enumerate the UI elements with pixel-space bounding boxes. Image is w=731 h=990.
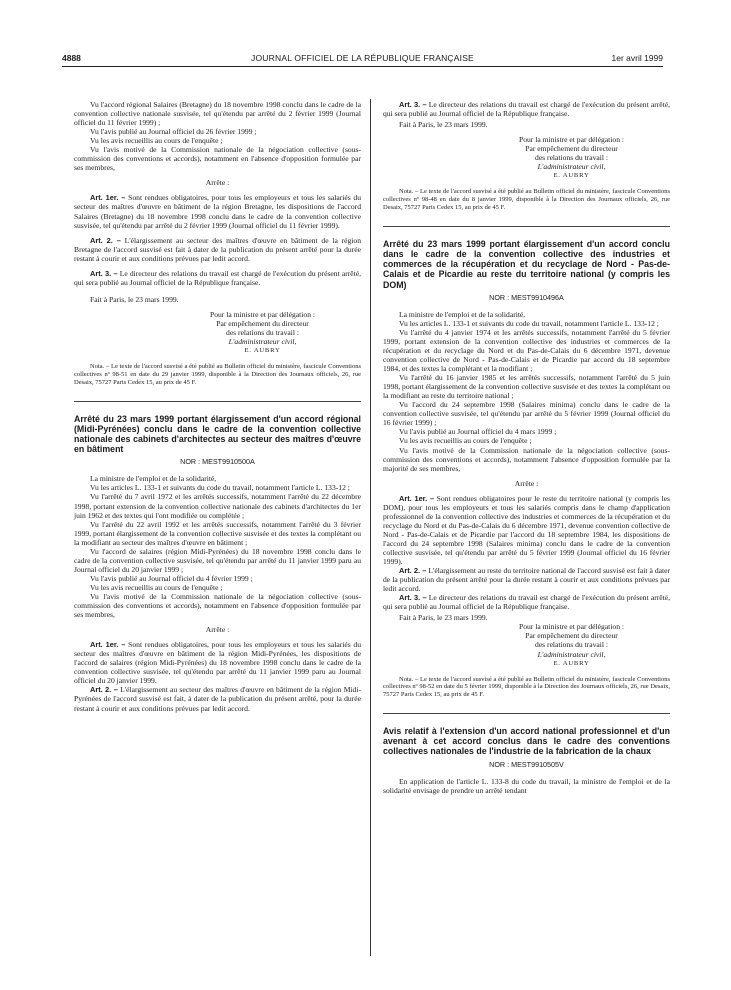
- signature-line: Par empêchement du directeur: [525, 144, 618, 154]
- right-column: [383, 100, 670, 795]
- section-rule: [383, 713, 670, 714]
- signing-place-date: Fait à Paris, le 23 mars 1999.: [399, 613, 488, 623]
- article: [74, 236, 361, 263]
- arrete-label: Arrête :: [205, 178, 230, 188]
- arrete-label: Arrête :: [205, 625, 230, 635]
- paragraph: En application de l'article L. 133-8 du code du travail, la ministre de l'emploi et de la solidarité envisage de prendre un arrêté tendant: [383, 776, 670, 795]
- signature-line: Par empêchement du directeur: [525, 631, 618, 641]
- article: [383, 100, 670, 118]
- paragraph: Vu l'avis motivé de la Commission nationale de la négociation collective (sous-commission des conventions et accords), notamment en l'absence d'opposition formulée par ses membres,: [74, 591, 361, 620]
- article: [383, 494, 670, 566]
- article-label: Art. 3. –: [399, 593, 427, 603]
- paragraph: Vu l'arrêté du 4 janvier 1974 et les arrêtés successifs, notamment l'arrêté du 5 février 1999, portant extension de la convention collective des industries et commerces de la récupération et du recyclage du Nord et du Pas-de-Calais du 6 décembre 1971, devenue convention collective de Nord - Pas-de-Calais et de Picardie par accord du 18 septembre 1984, et des textes la complétant et la modifiant ;: [383, 327, 670, 374]
- left-column: [74, 100, 361, 713]
- article-text: L'élargissement au secteur des maîtres d'œuvre en bâtiment de la région Bretagne de l'accord susvisé est fait à dater de la publication du présent arrêté pour la durée restant à courir et aux conditions prévues par ledit accord.: [74, 235, 362, 263]
- section-title: Arrêté du 23 mars 1999 portant élargissement d'un accord régional (Midi-Pyrénées) conclu dans le cadre de la convention collective nationale des cabinets d'architectes au secteur des maîtres d'œuvre en bâtiment: [74, 413, 361, 455]
- paragraph: Vu les avis recueillis au cours de l'enquête ;: [90, 136, 223, 146]
- section-rule: [74, 401, 361, 402]
- signature-line: L'administrateur civil,: [228, 337, 297, 347]
- nor-reference: NOR : MEST9910500A: [180, 457, 255, 467]
- paragraph: Vu l'arrêté du 7 avril 1972 et les arrêtés successifs, notamment l'arrêté du 22 décembre 1998, portant extension de la convention collective nationale des cabinets d'architectes du 1er juin 1962 et des textes qui l'ont modifiée ou complétée ;: [74, 492, 361, 520]
- paragraph: Vu l'accord du 24 septembre 1998 (Salaires minima) conclu dans le cadre de la convention collective susvisée, tel qu'étendu par arrêté du 5 février 1999 (Journal officiel du 16 février 1999) ;: [383, 400, 670, 428]
- paragraph: Vu l'avis publié au Journal officiel du 4 février 1999 ;: [90, 573, 253, 583]
- article-text: Le directeur des relations du travail est chargé de l'exécution du présent arrêté, qui sera publié au Journal officiel de la République française.: [74, 268, 361, 287]
- article-text: Sont rendues obligatoires, pour tous les employeurs et tous les salariés du secteur des maîtres d'œuvre en bâtiment de la région Midi-Pyrénées, les dispositions de l'accord de salaires (région Midi-Pyrénées) du 18 novembre 1998 conclu dans le cadre de la convention collective susvisée, tel qu'étendu par arrêté du 11 janvier 1999 paru au Journal officiel du 20 janvier 1999.: [74, 640, 362, 686]
- paragraph: Vu l'avis publié au Journal officiel du 4 mars 1999 ;: [399, 427, 557, 437]
- article-label: Art. 2. –: [90, 685, 118, 695]
- article: [383, 593, 670, 611]
- signature-line: des relations du travail :: [535, 640, 608, 650]
- header-rule: [62, 66, 663, 67]
- signatory-name: E. AUBRY: [553, 172, 590, 180]
- signature-line: Par empêchement du directeur: [216, 318, 309, 328]
- article-label: Art. 2. –: [399, 566, 427, 576]
- column-divider: [370, 99, 371, 956]
- page-number: 4888: [62, 53, 81, 63]
- article: [74, 685, 361, 712]
- paragraph: Vu les articles L. 133-1 et suivants du code du travail, notamment l'article L. 133-12 ;: [399, 318, 659, 328]
- signature-block: [473, 135, 670, 180]
- nor-reference: NOR : MEST9910505V: [489, 759, 564, 769]
- paragraph: Vu l'avis publié au Journal officiel du 26 février 1999 ;: [90, 127, 257, 137]
- article: [74, 193, 361, 229]
- signing-place-date: Fait à Paris, le 23 mars 1999.: [399, 120, 488, 130]
- article-label: Art. 3. –: [90, 268, 118, 278]
- article: [383, 566, 670, 593]
- paragraph: Vu les articles L. 133-1 et suivants du code du travail, notamment l'article L. 133-12 ;: [90, 483, 350, 493]
- signature-line: Pour la ministre et par délégation :: [518, 135, 625, 145]
- signing-place-date: Fait à Paris, le 23 mars 1999.: [90, 294, 179, 304]
- paragraph: Vu l'avis motivé de la Commission nationale de la négociation collective (sous-commission des conventions et accords), notamment l'absence d'opposition formulée par la majorité de ses membres,: [383, 445, 670, 473]
- article-label: Art. 1er. –: [90, 640, 126, 650]
- arrete-label: Arrête :: [514, 478, 539, 488]
- signature-block: [164, 310, 361, 355]
- signature-line: des relations du travail :: [226, 327, 299, 337]
- signatory-name: E. AUBRY: [244, 347, 281, 355]
- paragraph: Vu l'arrêté du 22 avril 1992 et les arrêtés successifs, notamment l'arrêté du 3 février 1999, portant élargissement de la convention collective susvisée et des textes la complétant ou la modifiant au secteur des maîtres d'œuvre en bâtiment ;: [74, 519, 361, 547]
- paragraph: Vu les avis recueillis au cours de l'enquête ;: [90, 582, 223, 592]
- journal-title: JOURNAL OFFICIEL DE LA RÉPUBLIQUE FRANÇAISE: [251, 53, 474, 63]
- paragraph: Vu l'accord régional Salaires (Bretagne) du 18 novembre 1998 conclu dans le cadre de la convention collective nationale susvisée, tel qu'étendu par arrêté du 2 février 1999 (Journal officiel du 11 février 1999) ;: [74, 100, 361, 128]
- paragraph: La ministre de l'emploi et de la solidarité,: [399, 309, 526, 319]
- paragraph: Vu l'avis motivé de la Commission nationale de la négociation collective (sous-commission des conventions et accords), notamment en l'absence d'opposition formulée par ses membres,: [74, 145, 361, 173]
- nota: Nota. – Le texte de l'accord susvisé a été publié au Bulletin officiel du ministère, fascicule Conventions collectives nº 98-48 en date du 8 janvier 1999, disponible à la Direction des Journaux officiels, 26, rue Desaix, 75727 Paris Cedex 15, au prix de 45 F.: [383, 188, 670, 211]
- article-label: Art. 1er. –: [399, 493, 435, 503]
- article: [74, 269, 361, 287]
- article-text: Sont rendues obligatoires pour le reste du territoire national (y compris les DOM), pour tous les employeurs et tous les salariés compris dans le champ d'application professionnel de la convention collective des industries et commerces de la récupération et du recyclage du Nord et du Pas-de-Calais du 6 décembre 1971, devenue convention collective de Nord - Pas-de-Calais et de Picardie par l'accord du 18 septembre 1984, les dispositions de l'accord du 24 septembre 1998 (Salaires minima) conclu dans le cadre de la convention collective susvisée, tel qu'étendu par arrêté du 5 février 1999 (Journal officiel du 16 février 1999).: [383, 493, 671, 567]
- paragraph: Vu l'arrêté du 16 janvier 1985 et les arrêtés successifs, notamment l'arrêté du 5 juin 1998, portant élargissement de la convention collective susvisée et des textes la complétant ou la modifiant au reste du territoire national ;: [383, 373, 670, 401]
- nota: Nota. – Le texte de l'accord susvisé a été publié au Bulletin officiel du ministère, fascicule Conventions collectives nº 98-51 en date du 29 janvier 1999, disponible à la Direction des Journaux officiels, 26, rue Desaix, 75727 Paris Cedex 15, au prix de 45 F.: [74, 363, 361, 386]
- article-text: Le directeur des relations du travail est chargé de l'exécution du présent arrêté, qui sera publié au Journal officiel de la République française.: [383, 100, 670, 119]
- signature-line: Pour la ministre et par délégation :: [518, 622, 625, 632]
- article-label: Art. 3. –: [399, 100, 427, 109]
- signature-line: L'administrateur civil,: [537, 649, 606, 659]
- signatory-name: E. AUBRY: [553, 659, 590, 667]
- paragraph: Vu les avis recueillis au cours de l'enquête ;: [399, 436, 532, 446]
- article: [74, 640, 361, 685]
- section-title: Avis relatif à l'extension d'un accord national professionnel et d'un avenant à cet accord conclus dans le cadre des conventions collectives nationales de l'industrie de la fabrication de la chaux: [383, 726, 670, 757]
- signature-line: L'administrateur civil,: [537, 162, 606, 172]
- nota: Nota. – Le texte de l'accord susvisé a été publié au Bulletin officiel du ministère, fascicule Conventions collectives nº 98-52 en date du 5 février 1999, disponible à la Direction des Journaux officiels, 26, rue Desaix, 75727 Paris Cedex 15, au prix de 45 F.: [383, 675, 670, 699]
- paragraph: Vu l'accord de salaires (région Midi-Pyrénées) du 18 novembre 1998 conclu dans le cadre de la convention collective susvisée, tel qu'étendu par arrêté du 11 janvier 1999 paru au Journal officiel du 20 janvier 1999 ;: [74, 546, 361, 574]
- section-title: Arrêté du 23 mars 1999 portant élargissement d'un accord conclu dans le cadre de la convention collective des industries et commerces de la récupération et du recyclage de Nord - Pas-de-Calais et de Picardie au reste du territoire national (y compris les DOM): [383, 238, 670, 290]
- issue-date: 1er avril 1999: [611, 53, 663, 63]
- paragraph: La ministre de l'emploi et de la solidarité,: [90, 474, 217, 484]
- section-rule: [383, 226, 670, 227]
- signature-block: [473, 622, 670, 667]
- nor-reference: NOR : MEST9910496A: [489, 292, 564, 302]
- article-text: L'élargissement au reste du territoire national de l'accord susvisé est fait à dater de la publication du présent arrêté pour la durée restant à courir et aux conditions prévues par ledit accord.: [383, 566, 671, 594]
- article-text: L'élargissement au secteur des maîtres d'œuvre en bâtiment de la région Midi-Pyrénées de l'accord susvisé est fait, à dater de la publication du présent arrêté, pour la durée restant à courir et aux conditions prévues par ledit accord.: [74, 685, 361, 713]
- article-label: Art. 1er. –: [90, 193, 126, 203]
- article-text: Sont rendues obligatoires, pour tous les employeurs et tous les salariés du secteur des maîtres d'œuvre en bâtiment de la région Bretagne, les dispositions de l'accord Salaires (Bretagne) du 18 novembre 1998 conclu dans le cadre de la convention collective susvisée, tel qu'étendu par arrêté du 2 février 1999 (Journal officiel du 11 février 1999).: [74, 193, 362, 230]
- signature-line: des relations du travail :: [535, 153, 608, 163]
- article-text: Le directeur des relations du travail est chargé de l'exécution du présent arrêté, qui sera publié au Journal officiel de la République française.: [383, 593, 670, 612]
- page-header: [62, 53, 663, 65]
- article-label: Art. 2. –: [90, 235, 121, 245]
- signature-line: Pour la ministre et par délégation :: [209, 309, 316, 319]
